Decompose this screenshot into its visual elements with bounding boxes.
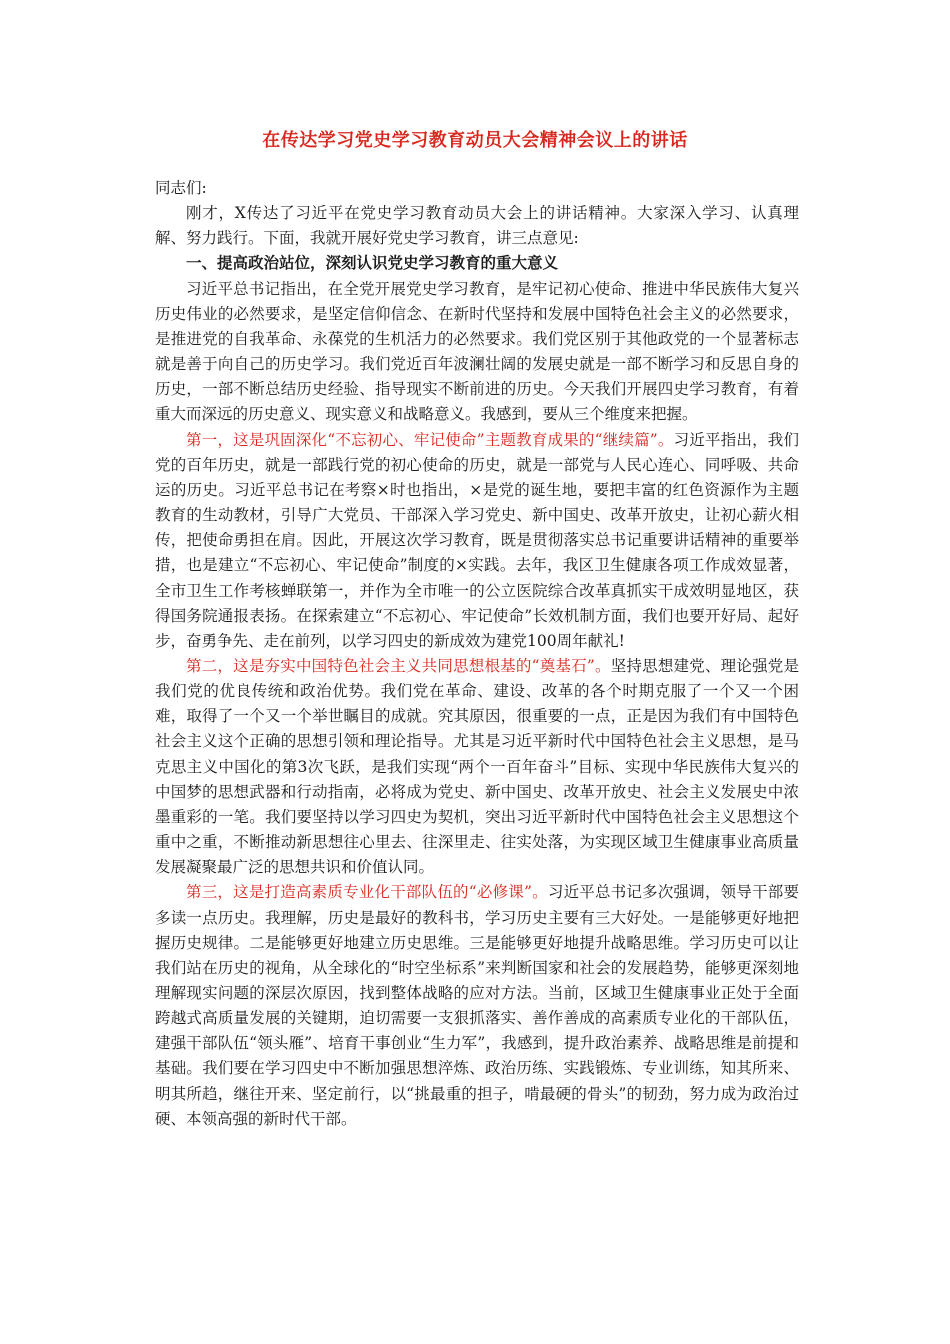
point-2-paragraph — [155, 654, 799, 880]
salutation: 同志们: — [155, 179, 207, 197]
paragraph-1: 习近平总书记指出，在全党开展党史学习教育，是牢记初心使命、推进中华民族伟大复兴历史伟业的必然要求，是坚定信仰信念、在新时代坚持和发展中国特色社会主义的必然要求，是推进党的自我革命、永葆党的生机活力的必然要求。我们党区别于其他政党的一个显著标志就是善于向自己的历史学习。我们党近百年波澜壮阔的发展史就是一部不断学习和反思自身的历史，一部不断总结历史经验、指导现实不断前进的历史。今天我们开展四史学习教育，有着重大而深远的历史意义、现实意义和战略意义。我感到，要从三个维度来把握。 — [155, 279, 799, 424]
point-1-paragraph — [155, 428, 799, 654]
document-title: 在传达学习党史学习教育动员大会精神会议上的讲话 — [262, 130, 688, 151]
point-3-text: 习近平总书记多次强调，领导干部要多读一点历史。我理解，历史是最好的教科书，学习历史主要有三大好处。一是能够更好地把握历史规律。二是能够更好地建立历史思维。三是能够更好地提升战略思维。学习历史可以让我们站在历史的视角，从全球化的“时空坐标系”来判断国家和社会的发展趋势，能够更深刻地理解现实问题的深层次原因，找到整体战略的应对方法。当前，区域卫生健康事业正处于全面跨越式高质量发展的关键期，迫切需要一支狠抓落实、善作善成的高素质专业化的干部队伍，建强干部队伍“领头雁”、培育干事创业“生力军”，我感到，提升政治素养、战略思维是前提和基础。我们要在学习四史中不断加强思想淬炼、政治历练、实践锻炼、专业训练，知其所来、明其所趋，继往开来、坚定前行，以“挑最重的担子，啃最硬的骨头”的韧劲，努力成为政治过硬、本领高强的新时代干部。 — [155, 883, 799, 1128]
intro-paragraph: 刚才，X传达了习近平在党史学习教育动员大会上的讲话精神。大家深入学习、认真理解、努力践行。下面，我就开展好党史学习教育，讲三点意见: — [155, 204, 799, 248]
point-2-text: 坚持思想建党、理论强党是我们党的优良传统和政治优势。我们党在革命、建设、改革的各个时期克服了一个又一个困难，取得了一个又一个举世瞩目的成就。究其原因，很重要的一点，正是因为我们有中国特色社会主义这个正确的思想引领和理论指导。尤其是习近平新时代中国特色社会主义思想，是马克思主义中国化的第3次飞跃，是我们实现“两个一百年奋斗”目标、实现中华民族伟大复兴的中国梦的思想武器和行动指南，必将成为党史、新中国史、改革开放史、社会主义发展史中浓墨重彩的一笔。我们要坚持以学习四史为契机，突出习近平新时代中国特色社会主义思想这个重中之重，不断推动新思想往心里去、往深里走、往实处落，为实现区域卫生健康事业高质量发展凝聚最广泛的思想共识和价值认同。 — [155, 656, 799, 877]
point-3-lead: 第三，这是打造高素质专业化干部队伍的“必修课”。 — [186, 883, 548, 902]
point-2-lead: 第二，这是夯实中国特色社会主义共同思想根基的“奠基石”。 — [186, 656, 611, 675]
point-1-text: 习近平指出，我们党的百年历史，就是一部践行党的初心使命的历史，就是一部党与人民心连心、同呼吸、共命运的历史。习近平总书记在考察×时也指出，×是党的诞生地，要把丰富的红色资源作为主题教育的生动教材，引导广大党员、干部深入学习党史、新中国史、改革开放史，让初心薪火相传，把使命勇担在肩。因此，开展这次学习教育，既是贯彻落实总书记重要讲话精神的重要举措，也是建立“不忘初心、牢记使命”制度的×实践。去年，我区卫生健康各项工作成效显著，全市卫生工作考核蝉联第一，并作为全市唯一的公立医院综合改革真抓实干成效明显地区，获得国务院通报表扬。在探索建立“不忘初心、牢记使命”长效机制方面，我们也要开好局、起好步，奋勇争先、走在前列，以学习四史的新成效为建党100周年献礼! — [155, 430, 799, 650]
point-1-lead: 第一，这是巩固深化“不忘初心、牢记使命”主题教育成果的“继续篇”。 — [186, 430, 674, 449]
section-heading-1: 一、提高政治站位，深刻认识党史学习教育的重大意义 — [186, 254, 559, 273]
point-3-paragraph — [155, 880, 799, 1132]
document-body — [155, 176, 799, 1132]
